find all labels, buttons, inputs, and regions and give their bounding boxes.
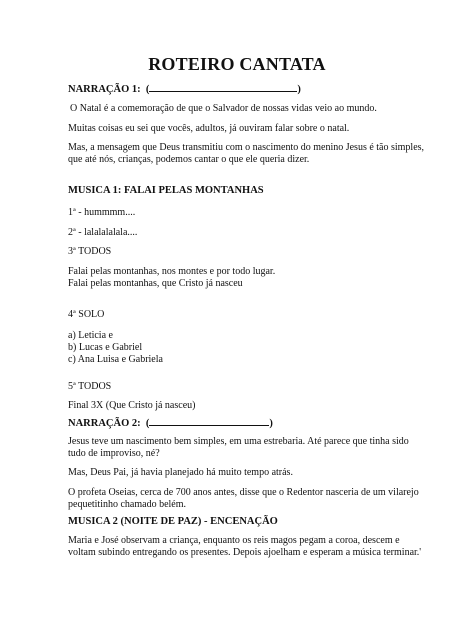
song-2-line-2: voltam subindo entregando os presentes. Depois ajoelham e esperam a música terminar.' <box>68 547 422 558</box>
narration-2-line-1: Jesus teve um nascimento bem simples, em uma estrebaria. Até parece que tinha sido <box>68 436 409 447</box>
narration-2-label: NARRAÇÃO 2: <box>68 418 141 429</box>
narration-2-open-paren: ( <box>145 418 150 429</box>
song-1-heading: MUSICA 1: FALAI PELAS MONTANHAS <box>68 185 264 196</box>
narration-1-line-3: Mas, a mensagem que Deus transmitiu com o nascimento do menino Jesus é tão simples, <box>68 142 425 153</box>
song-1-solo: 4ª SOLO <box>68 309 105 320</box>
song-1-lyric-2: Falai pelas montanhas, que Cristo já nasceu <box>68 278 243 289</box>
narration-1-line-4: que até nós, crianças, podemos cantar o que ele queria dizer. <box>68 154 310 165</box>
soloist-b: b) Lucas e Gabriel <box>68 342 143 353</box>
narration-1-blank <box>149 91 297 92</box>
narration-2-close-paren: ) <box>269 418 273 429</box>
narration-1-line-2: Muitas coisas eu sei que vocês, adultos, já ouviram falar sobre o natal. <box>68 123 350 134</box>
narration-2-blank <box>149 425 269 426</box>
document-title: ROTEIRO CANTATA <box>148 54 326 74</box>
narration-1-label: NARRAÇÃO 1: <box>68 84 141 95</box>
song-1-voice-1: 1ª - hummmm.... <box>68 207 136 218</box>
song-2-heading: MUSICA 2 (NOITE DE PAZ) - ENCENAÇÃO <box>68 516 278 527</box>
soloist-c: c) Ana Luisa e Gabriela <box>68 354 163 365</box>
narration-2-line-4: O profeta Oseias, cerca de 700 anos antes, disse que o Redentor nasceria de um vilarejo <box>68 487 419 498</box>
soloist-a: a) Leticia e <box>68 330 113 341</box>
song-1-voice-3: 3ª TODOS <box>68 246 112 257</box>
narration-1-open-paren: ( <box>145 84 150 95</box>
narration-2-line-2: tudo de improviso, né? <box>68 448 160 459</box>
narration-2-line-5: pequetitinho chamado belém. <box>68 499 187 510</box>
song-1-voice-5: 5ª TODOS <box>68 381 112 392</box>
song-2-line-1: Maria e José observam a criança, enquanto os reis magos pegam a coroa, descem e <box>68 535 400 546</box>
narration-2-line-3: Mas, Deus Pai, já havia planejado há muito tempo atrás. <box>68 467 293 478</box>
narration-1-line-1: O Natal é a comemoração de que o Salvador de nossas vidas veio ao mundo. <box>70 103 377 114</box>
narration-2-heading <box>68 418 273 430</box>
song-1-lyric-1: Falai pelas montanhas, nos montes e por todo lugar. <box>68 266 276 277</box>
narration-1-close-paren: ) <box>297 84 301 95</box>
narration-1-heading <box>68 84 301 96</box>
song-1-final: Final 3X (Que Cristo já nasceu) <box>68 400 196 411</box>
song-1-voice-2: 2ª - lalalalalala.... <box>68 227 138 238</box>
